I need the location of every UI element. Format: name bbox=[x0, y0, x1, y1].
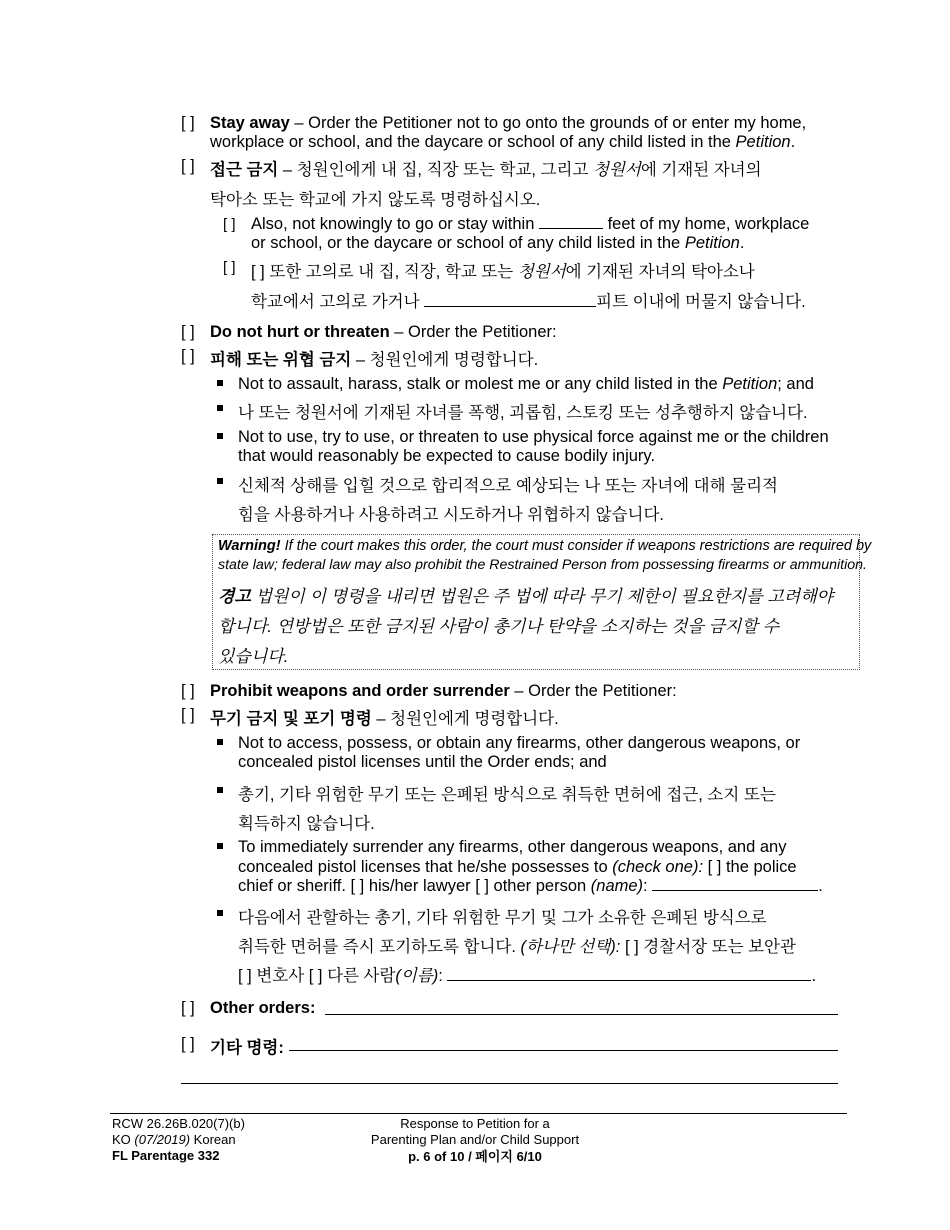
weapons-b1-en-1: Not to access, possess, or obtain any firearms, other dangerous weapons, or bbox=[238, 734, 801, 752]
stay-away-ko-title: 접근 금지 bbox=[210, 161, 279, 179]
weapons-b2-ko-3 bbox=[238, 962, 816, 986]
other-person-name-field-ko[interactable] bbox=[447, 979, 811, 981]
also-en-text: Also, not knowingly to go or stay within bbox=[251, 215, 539, 233]
weapons-b2-en-2 bbox=[238, 858, 797, 877]
other-orders-ko-label: 기타 명령: bbox=[210, 1039, 284, 1057]
bullet bbox=[217, 433, 223, 439]
period: . bbox=[739, 234, 745, 252]
weapons-b2-ko-2 bbox=[238, 933, 796, 957]
stay-away-en-checkbox[interactable]: [ ] bbox=[181, 114, 195, 132]
period: . bbox=[818, 877, 823, 895]
footer-date: (07/2019) bbox=[134, 1132, 191, 1147]
weapons-ko-text: – 청원인에게 명령합니다. bbox=[371, 710, 559, 728]
stay-away-ko-line1 bbox=[210, 156, 762, 180]
bullet bbox=[217, 739, 223, 745]
also-ko-text: [ ] 또한 고의로 내 집, 직장, 학교 또는 bbox=[251, 263, 518, 281]
weapons-b2-en-1: To immediately surrender any firearms, other dangerous weapons, and any bbox=[238, 838, 787, 856]
other-person-name-field[interactable] bbox=[652, 889, 818, 891]
hurt-b1-en-text: Not to assault, harass, stalk or molest me or any child listed in the bbox=[238, 375, 723, 393]
also-ko-checkbox[interactable]: [ ] bbox=[223, 259, 236, 276]
also-en-text2: or school, or the daycare or school of any child listed in the bbox=[251, 234, 685, 252]
weapons-b1-ko-1: 총기, 기타 위험한 무기 또는 은폐된 방식으로 취득한 면허에 접근, 소지 또는 bbox=[238, 786, 776, 804]
hurt-en-text: – Order the Petitioner: bbox=[389, 323, 557, 341]
hurt-ko-title: 피해 또는 위협 금지 bbox=[210, 351, 352, 369]
hurt-ko-checkbox[interactable]: [ ] bbox=[181, 347, 195, 365]
check-one-label: (check one): bbox=[612, 858, 704, 876]
hurt-b2-en-1: Not to use, try to use, or threaten to use physical force against me or the children bbox=[238, 428, 829, 446]
hurt-b2-ko-1: 신체적 상해를 입힐 것으로 합리적으로 예상되는 나 또는 자녀에 대해 물리적 bbox=[238, 477, 778, 495]
weapons-b1-en-2: concealed pistol licenses until the Order ends; and bbox=[238, 753, 607, 771]
other-ko-checkbox[interactable]: [ ] bbox=[181, 1035, 195, 1053]
colon: : bbox=[438, 967, 448, 985]
footer-divider bbox=[110, 1113, 847, 1114]
bullet bbox=[217, 910, 223, 916]
stay-away-en-text: – Order the Petitioner not to go onto the grounds of or enter my home, bbox=[289, 114, 807, 132]
weapons-b2-en-3 bbox=[238, 877, 823, 896]
other-orders-extra-line[interactable] bbox=[181, 1083, 838, 1084]
police-chief-option[interactable]: [ ] the police bbox=[703, 858, 797, 876]
period: . bbox=[790, 133, 796, 151]
also-en-line2 bbox=[251, 234, 744, 253]
warning-en-2: state law; federal law may also prohibit the Restrained Person from possessing firearms or ammunition. bbox=[218, 557, 867, 573]
weapons-en-checkbox[interactable]: [ ] bbox=[181, 682, 195, 700]
hurt-en-title: Do not hurt or threaten bbox=[210, 323, 390, 341]
warning-ko-1 bbox=[218, 582, 833, 607]
lawyer-other-options-ko[interactable]: [ ] 변호사 [ ] 다른 사람 bbox=[238, 967, 396, 985]
hurt-b1-en-end: ; and bbox=[777, 375, 814, 393]
weapons-b2-ko-2-text: 취득한 면허를 즉시 포기하도록 합니다. bbox=[238, 938, 521, 956]
stay-away-en-text2: workplace or school, and the daycare or school of any child listed in the bbox=[210, 133, 736, 151]
footer-left bbox=[112, 1116, 245, 1164]
footer-title-2: Parenting Plan and/or Child Support bbox=[370, 1132, 580, 1147]
stay-away-ko-line2: 탁아소 또는 학교에 가지 않도록 명령하십시오. bbox=[210, 191, 541, 209]
weapons-b2-ko-1: 다음에서 관할하는 총기, 기타 위험한 무기 및 그가 소유한 은폐된 방식으로 bbox=[238, 909, 767, 927]
hurt-b2-en-2: that would reasonably be expected to cause bodily injury. bbox=[238, 447, 656, 465]
name-label-ko: (이름) bbox=[395, 967, 439, 985]
petition-ref: Petition bbox=[722, 375, 778, 393]
also-ko-line2 bbox=[251, 288, 806, 312]
period: . bbox=[811, 967, 817, 985]
weapons-ko-line bbox=[210, 705, 559, 729]
warning-en-1 bbox=[218, 538, 871, 554]
footer-center bbox=[333, 1116, 617, 1165]
warning-ko-text: 법원이 이 명령을 내리면 법원은 주 법에 따라 무기 제한이 필요한지를 고려해야 bbox=[250, 587, 834, 606]
weapons-en-line bbox=[210, 682, 677, 701]
also-ko-text2-b: 피트 이내에 머물지 않습니다. bbox=[596, 293, 806, 311]
stay-away-en-line2 bbox=[210, 133, 795, 152]
weapons-ko-checkbox[interactable]: [ ] bbox=[181, 706, 195, 724]
lawyer-other-options[interactable]: chief or sheriff. [ ] his/her lawyer [ ] other person bbox=[238, 877, 591, 895]
hurt-en-checkbox[interactable]: [ ] bbox=[181, 323, 195, 341]
petition-ref: Petition bbox=[735, 133, 791, 151]
petition-ref-ko: 청원서 bbox=[517, 263, 566, 281]
footer-form-id: FL Parentage 332 bbox=[112, 1148, 220, 1163]
bullet bbox=[217, 380, 223, 386]
weapons-b2-en-2-text: concealed pistol licenses that he/she possesses to bbox=[238, 858, 613, 876]
hurt-en-line bbox=[210, 323, 557, 342]
hurt-b1-ko: 나 또는 청원서에 기재된 자녀를 폭행, 괴롭힘, 스토킹 또는 성추행하지 않습니다. bbox=[238, 404, 808, 422]
other-orders-ko-field[interactable] bbox=[289, 1050, 838, 1051]
feet-blank-ko[interactable] bbox=[424, 305, 596, 307]
warning-en-label: Warning! bbox=[218, 538, 281, 554]
warning-en-text: If the court makes this order, the court must consider if weapons restrictions are required by bbox=[280, 538, 872, 554]
bullet bbox=[217, 843, 223, 849]
footer-rcw: RCW 26.26B.020(7)(b) bbox=[112, 1116, 245, 1131]
footer-version bbox=[112, 1132, 245, 1148]
weapons-en-title: Prohibit weapons and order surrender bbox=[210, 682, 510, 700]
name-label: (name) bbox=[590, 877, 644, 895]
stay-away-en-line1 bbox=[210, 114, 806, 133]
weapons-b1-ko-2: 획득하지 않습니다. bbox=[238, 815, 375, 833]
police-chief-option-ko[interactable]: [ ] 경찰서장 또는 보안관 bbox=[620, 938, 796, 956]
feet-blank[interactable] bbox=[539, 227, 603, 229]
weapons-ko-title: 무기 금지 및 포기 명령 bbox=[210, 710, 372, 728]
hurt-b1-en bbox=[238, 375, 814, 394]
also-ko-text-b: 에 기재된 자녀의 탁아소나 bbox=[565, 263, 755, 281]
footer-ko: KO bbox=[112, 1132, 135, 1147]
bullet bbox=[217, 787, 223, 793]
bullet bbox=[217, 478, 223, 484]
page-number: p. 6 of 10 / 페이지 6/10 bbox=[408, 1149, 542, 1164]
also-en-line1 bbox=[251, 215, 809, 234]
footer-title-1: Response to Petition for a bbox=[400, 1116, 550, 1131]
warning-ko-2: 합니다. 연방법은 또한 금지된 사람이 총기나 탄약을 소지하는 것을 금지할 수 bbox=[218, 617, 780, 636]
petition-ref-ko: 청원서 bbox=[592, 161, 641, 179]
colon: : bbox=[643, 877, 653, 895]
bullet bbox=[217, 405, 223, 411]
stay-away-ko-text-b: 에 기재된 자녀의 bbox=[640, 161, 762, 179]
choose-one-label: (하나만 선택): bbox=[520, 938, 621, 956]
other-en-checkbox[interactable]: [ ] bbox=[181, 999, 195, 1017]
other-orders-field[interactable] bbox=[325, 1014, 838, 1015]
weapons-en-text: – Order the Petitioner: bbox=[509, 682, 677, 700]
also-ko-text2: 학교에서 고의로 가거나 bbox=[251, 293, 425, 311]
also-en-checkbox[interactable]: [ ] bbox=[223, 216, 236, 233]
hurt-ko-line bbox=[210, 346, 538, 370]
stay-away-ko-text: – 청원인에게 내 집, 직장 또는 학교, 그리고 bbox=[278, 161, 593, 179]
footer-lang: Korean bbox=[190, 1132, 236, 1147]
petition-ref: Petition bbox=[684, 234, 740, 252]
stay-away-ko-checkbox[interactable]: [ ] bbox=[181, 157, 195, 175]
hurt-ko-text: – 청원인에게 명령합니다. bbox=[351, 351, 539, 369]
other-orders-label: Other orders: bbox=[210, 999, 316, 1017]
warning-ko-3: 있습니다. bbox=[218, 647, 289, 666]
also-ko-line1 bbox=[251, 258, 755, 282]
stay-away-en-title: Stay away bbox=[210, 114, 290, 132]
hurt-b2-ko-2: 힘을 사용하거나 사용하려고 시도하거나 위협하지 않습니다. bbox=[238, 506, 664, 524]
warning-ko-label: 경고 bbox=[218, 587, 251, 606]
also-en-text-b: feet of my home, workplace bbox=[602, 215, 810, 233]
